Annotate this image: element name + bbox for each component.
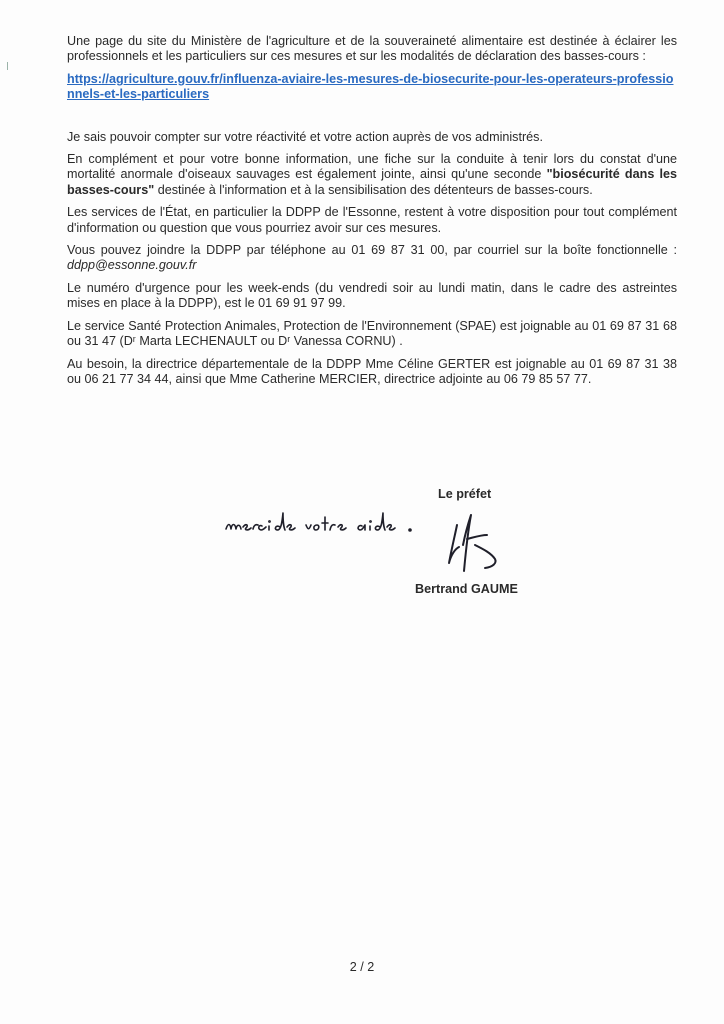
signer-name: Bertrand GAUME: [415, 582, 518, 596]
paragraph-reactivity: Je sais pouvoir compter sur votre réactivité et votre action auprès de vos administrés.: [67, 129, 543, 144]
contact-email: ddpp@essonne.gouv.fr: [67, 258, 197, 273]
complement-text-start: En complément et pour votre bonne information, une fiche sur la conduite à tenir lors du constat d'une mortalité anormale d'oiseaux sauvages est également jointe, ainsi qu'une seconde: [67, 152, 677, 182]
paragraph-complement: [67, 152, 677, 198]
handwritten-note-image: [224, 505, 424, 539]
complement-text-end: destinée à l'information et à la sensibilisation des détenteurs de basses-cours.: [157, 182, 593, 197]
signature-block: [405, 487, 605, 597]
contact-text: Vous pouvez joindre la DDPP par téléphone au 01 69 87 31 00, par courriel sur la boîte fonctionnelle :: [67, 243, 677, 258]
paragraph-spae: Le service Santé Protection Animales, Protection de l'Environnement (SPAE) est joignable au 01 69 87 31 68 ou 31 47 (Dʳ Marta LECHENAULT ou Dʳ Vanessa CORNU) .: [67, 318, 677, 349]
paragraph-urgency: Le numéro d'urgence pour les week-ends (du vendredi soir au lundi matin, dans le cadre des astreintes mises en place à la DDPP), est le 01 69 91 97 99.: [67, 280, 677, 311]
paragraph-director: Au besoin, la directrice départementale de la DDPP Mme Céline GERTER est joignable au 01 69 87 31 38 ou 06 21 77 34 44, ainsi que Mme Catherine MERCIER, directrice adjointe au 06 79 85 57 77.: [67, 356, 677, 386]
signer-title: Le préfet: [438, 487, 492, 501]
paragraph-intro: Une page du site du Ministère de l'agriculture et de la souveraineté alimentaire est destinée à éclairer les professionnels et les particuliers sur ces mesures et sur les modalités de déclaration des basses-cours :: [67, 34, 677, 64]
handwritten-note: [224, 505, 424, 544]
paragraph-contact: [67, 243, 677, 274]
letter-body: [67, 34, 677, 394]
complement-bold-title: "biosécurité dans les basses-cours": [67, 167, 678, 197]
margin-mark: [7, 62, 8, 70]
signature-image: [435, 505, 515, 577]
paragraph-link: [67, 72, 677, 103]
ministry-link[interactable]: https://agriculture.gouv.fr/influenza-aviaire-les-mesures-de-biosecurite-pour-les-operateurs-professionnels-et-les-particuliers: [67, 71, 674, 102]
page-number: 2 / 2: [349, 960, 375, 974]
paragraph-services: Les services de l'État, en particulier la DDPP de l'Essonne, restent à votre disposition pour tout complément d'information ou question que vous pourriez avoir sur ces mesures.: [67, 205, 677, 235]
